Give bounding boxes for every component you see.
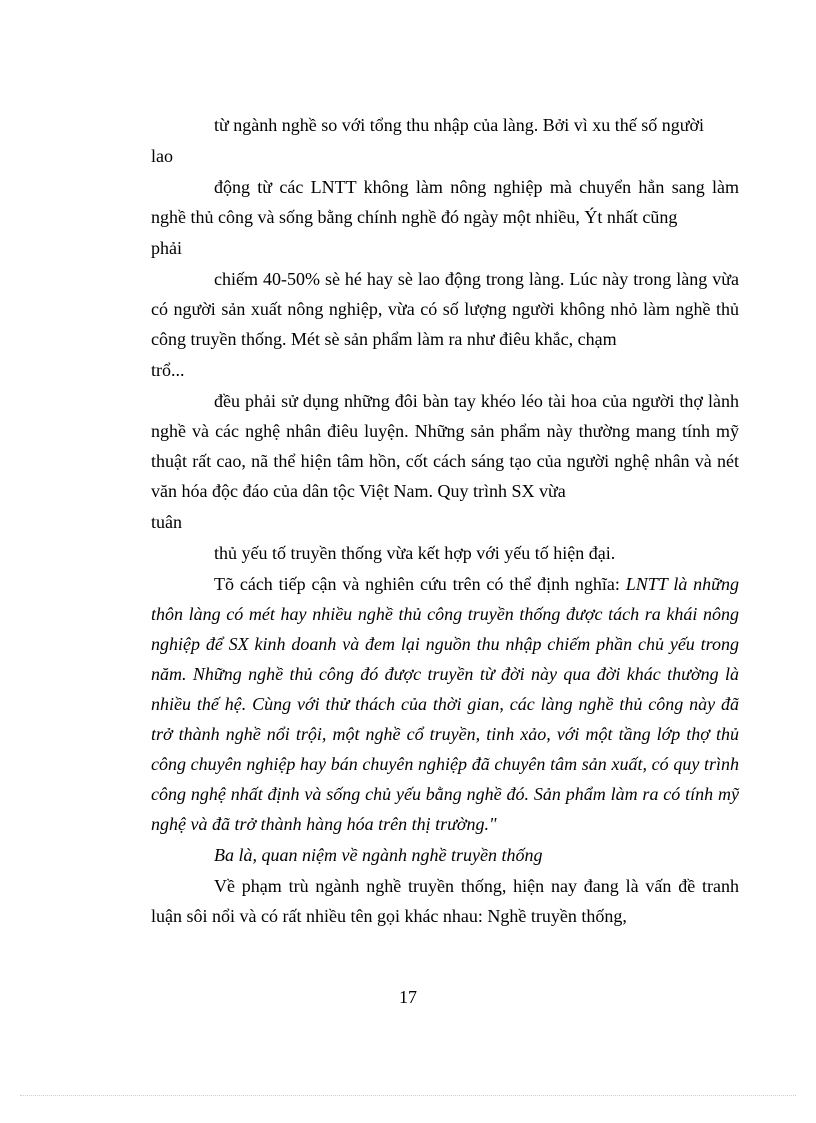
footer-dotted-rule xyxy=(20,1095,796,1096)
definition-italic-text: LNTT là những thôn làng có mét hay nhiều nghề thủ công truyền thống được tách ra khái nông nghiệp để SX kinh doanh và đem lại nguồn thu nhập chiếm phần chủ yếu trong năm. Những nghề thủ công đó được truyền từ đời này qua đời khác thường là nhiều thế hệ. Cùng với thử thách của thời gian, các làng nghề thủ công này đã trở thành nghề nổi trội, một nghề cổ truyền, tinh xảo, với một tầng lớp thợ thủ công chuyên nghiệp hay bán chuyên nghiệp đã chuyên tâm sản xuất, có quy trình công nghệ nhất định và sống chủ yếu bằng nghề đó. Sản phẩm làm ra có tính mỹ nghệ và đã trở thành hàng hóa trên thị trường." xyxy=(151,574,739,834)
paragraph-1: từ ngành nghề so với tổng thu nhập của làng. Bởi vì xu thế số người xyxy=(214,115,705,135)
paragraph-3-continuation: trổ... xyxy=(151,360,185,380)
paragraph-7: Về phạm trù ngành nghề truyền thống, hiện nay đang là vấn đề tranh luận sôi nổi và có rất nhiều tên gọi khác nhau: Nghề truyền thống, xyxy=(151,876,739,926)
definition-paragraph xyxy=(151,569,739,839)
definition-lead: Tõ cách tiếp cận và nghiên cứu trên có thể định nghĩa: xyxy=(214,574,626,594)
paragraph-3: chiếm 40-50% sè hé hay sè lao động trong làng. Lúc này trong làng vừa có người sản xuất nông nghiệp, vừa có số lượng người không nhỏ làm nghề thủ công truyền thống. Mét sè sản phẩm làm ra như điêu khắc, chạm xyxy=(151,269,739,349)
document-body xyxy=(151,110,739,932)
page-number: 17 xyxy=(399,987,417,1007)
paragraph-5: thủ yếu tố truyền thống vừa kết hợp với yếu tố hiện đại. xyxy=(214,543,616,563)
paragraph-2: động từ các LNTT không làm nông nghiệp mà chuyển hẳn sang làm nghề thủ công và sống bằng chính nghề đó ngày một nhiều, Ýt nhất cũng xyxy=(151,177,739,227)
paragraph-2-continuation: phải xyxy=(151,238,182,258)
paragraph-1-continuation: lao xyxy=(151,146,173,166)
section-heading-ba-la: Ba là, quan niệm về ngành nghề truyền thống xyxy=(214,845,543,865)
paragraph-4-continuation: tuân xyxy=(151,512,182,532)
paragraph-4: đều phải sử dụng những đôi bàn tay khéo léo tài hoa của người thợ lành nghề và các nghệ nhân điêu luyện. Những sản phẩm này thường mang tính mỹ thuật rất cao, nã thể hiện tâm hồn, cốt cách sáng tạo của người nghệ nhân và nét văn hóa độc đáo của dân tộc Việt Nam. Quy trình SX vừa xyxy=(151,391,739,501)
